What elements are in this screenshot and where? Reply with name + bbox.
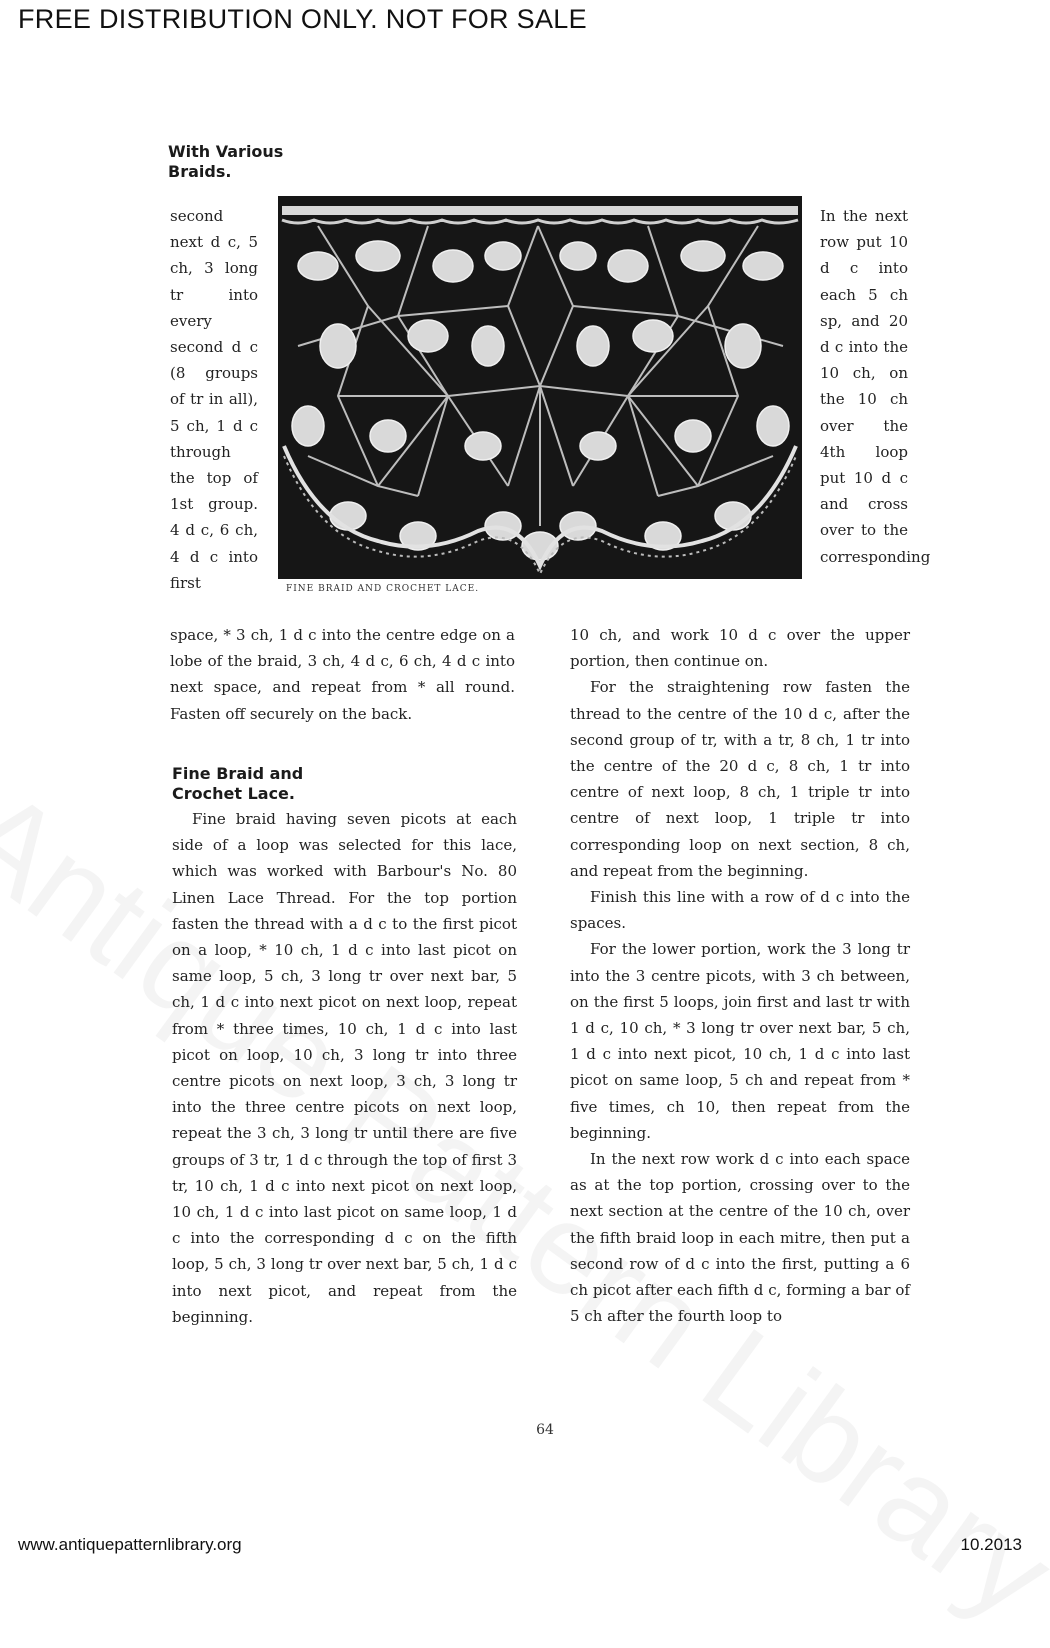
lace-photo <box>278 196 802 579</box>
paragraph: 10 ch, and work 10 d c over the upper portion, then continue on. <box>570 626 910 671</box>
section-heading-braids: With Various Braids. <box>168 142 284 181</box>
left-narrow-column <box>170 203 258 596</box>
left-wide-text <box>170 622 515 727</box>
footer-date: 10.2013 <box>960 1535 1022 1554</box>
footer-url: www.antiquepatternlibrary.org <box>18 1535 242 1554</box>
paragraph: Fine braid having seven picots at each side of a loop was selected for this lace, which was worked with Barbour's No. 80 Linen Lace Thread. For the top portion fasten the thread with a d c to the first picot on a loop, * 10 ch, 1 d c into last picot on same loop, 5 ch, 3 long tr over next bar, 5 ch, 1 d c into next picot on next loop, repeat from * three times, 10 ch, 1 d c into last picot on loop, 10 ch, 3 long tr into three centre picots on next loop, 3 ch, 3 long tr into the three centre picots on next loop, repeat the 3 ch, 3 long tr until there are five groups of 3 tr, 1 d c through the top of first 3 tr, 10 ch, 1 d c into next picot on next loop, 10 ch, 1 d c into last picot on same loop, 1 d c into the corresponding d c on the fifth loop, 5 ch, 3 long tr over next bar, 5 ch, 1 d c into next picot, and repeat from the beginning. <box>172 810 517 1326</box>
paragraph: space, * 3 ch, 1 d c into the centre edge on a lobe of the braid, 3 ch, 4 d c, 6 ch, 4 d c into next space, and repeat from * all round. Fasten off securely on the back. <box>170 626 515 723</box>
page-number: 64 <box>536 1422 554 1438</box>
paragraph: For the lower portion, work the 3 long tr into the 3 centre picots, with 3 ch between, on the first 5 loops, join first and last tr with 1 d c, 10 ch, * 3 long tr over next bar, 5 ch, 1 d c into next picot, 10 ch, 1 d c into last picot on same loop, 5 ch and repeat from * five times, ch 10, then repeat from the beginning. <box>570 940 910 1142</box>
left-body-column <box>172 806 517 1330</box>
paragraph: For the straightening row fasten the thread to the centre of the 10 d c, after the second group of tr, with a tr, 8 ch, 1 tr into the centre of the 20 d c, 8 ch, 1 tr into centre of next loop, 8 ch, 1 triple tr into centre of next loop, 1 triple tr into corresponding loop on next section, 8 ch, and repeat from the beginning. <box>570 678 910 880</box>
paragraph: second next d c, 5 ch, 3 long tr into every second d c (8 groups of tr in all), 5 ch, 1 d c through the top of 1st group. 4 d c, 6 ch, 4 d c into first <box>170 207 258 592</box>
right-narrow-column <box>820 203 931 570</box>
right-body-column <box>570 622 910 1329</box>
lace-illustration <box>278 196 802 579</box>
section-heading-fine-braid: Fine Braid and Crochet Lace. <box>172 764 304 803</box>
distribution-banner: FREE DISTRIBUTION ONLY. NOT FOR SALE <box>18 4 587 34</box>
paragraph: In the next row put 10 d c into each 5 ch sp, and 20 d c into the 10 ch, on the 10 ch over the 4th loop put 10 d c and cross over to the corresponding <box>820 207 931 566</box>
figure-caption: FINE BRAID AND CROCHET LACE. <box>286 584 480 594</box>
paragraph: Finish this line with a row of d c into the spaces. <box>570 888 910 933</box>
paragraph: In the next row work d c into each space as at the top portion, crossing over to the next section at the centre of the 10 ch, over the fifth braid loop in each mitre, then put a second row of d c into the first, putting a 6 ch picot after each fifth d c, forming a bar of 5 ch after the fourth loop to <box>570 1150 910 1326</box>
